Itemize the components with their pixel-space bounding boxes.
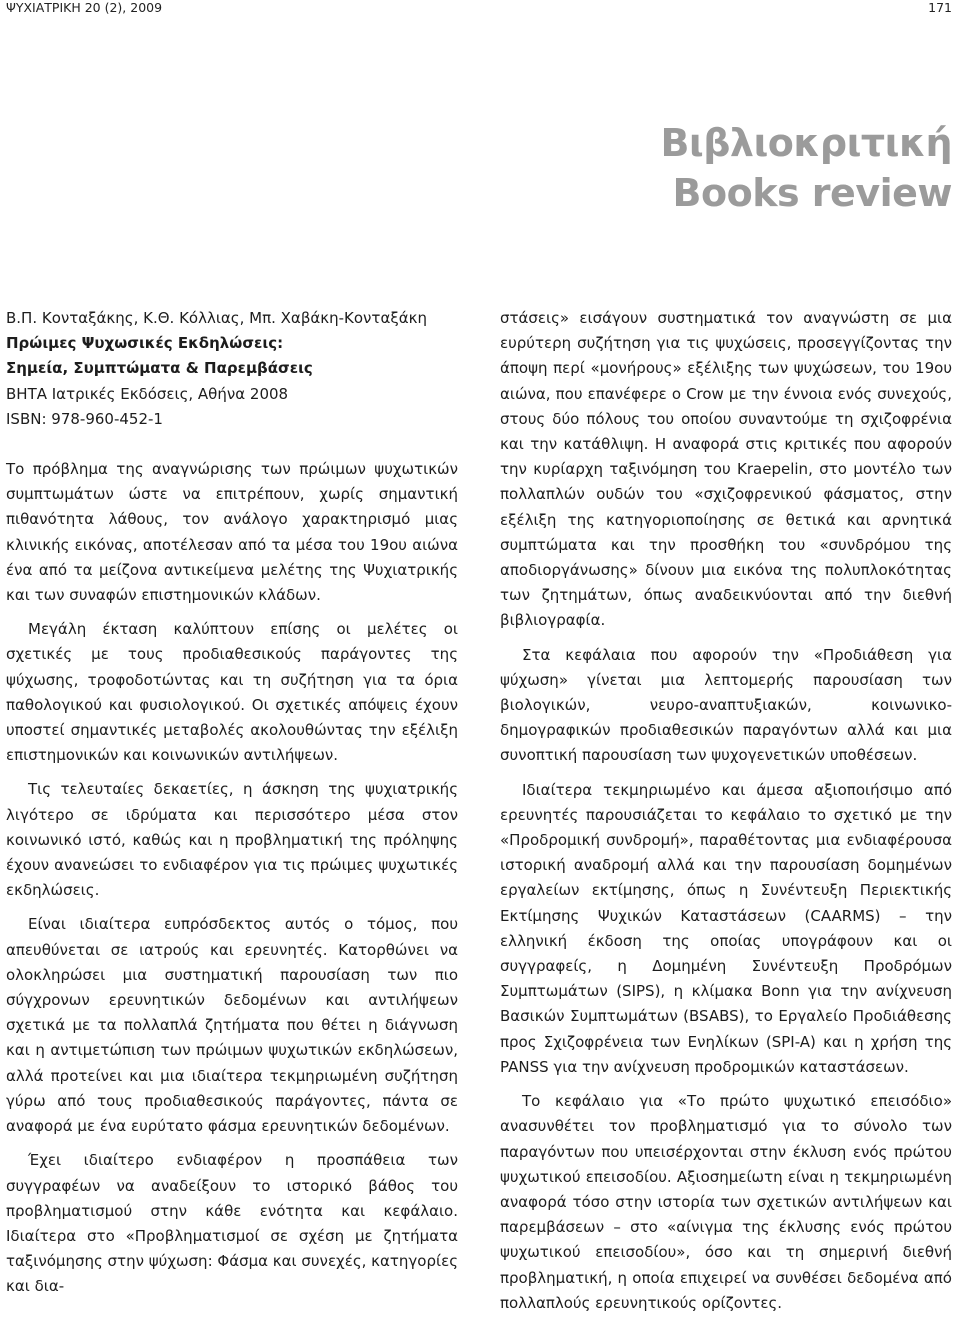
left-column (6, 306, 458, 1309)
body-paragraph: στάσεις» εισάγουν συστηματικά τον αναγνώστη σε μια ευρύτερη συζήτηση για τις ψυχώσεις, προσεγγίζοντας την άποψη περί «μονήρους» εξέλιξης των ψυχώσεων, του 19ου αιώνα, που επανέφερε ο Crow με την έννοια ενός συνεχούς, στους δύο πόλους του οποίου συναντούμε τη σχιζοφρένια και την κατάθλιψη. Η αναφορά στις κριτικές που αφορούν την κυρίαρχη ταξινόμηση του Kraepelin, στο μοντέλο των πολλαπλών ουδών του «σχιζοφρενικού φάσματος, στην εξέλιξη της κατηγοριοποίησης σε θετικά και αρνητικά συμπτώματα και την προσθήκη του «συνδρόμου της αποδιοργάνωσης» δίνουν μια εικόνα της πολυπλοκότητας των ζητημάτων, όπως αναδεικνύονται από την διεθνή βιβλιογραφία. (500, 309, 952, 630)
page-number: 171 (928, 0, 952, 15)
section-title (660, 118, 952, 218)
running-head (0, 0, 960, 20)
body-paragraph: Μεγάλη έκταση καλύπτουν επίσης οι μελέτες οι σχετικές με τους προδιαθεσικούς παράγοντες της ψύχωσης, τροφοδοτώντας και τη συζήτηση για τα όρια παθολογικού και φυσιολογικού. Οι σχετικές απόψεις έχουν υποστεί σημαντικές μεταβολές ακολουθώντας την εξέλιξη επιστημονικών και κοινωνικών αντιλήψεων. (6, 620, 458, 765)
body-paragraph: Έχει ιδιαίτερο ενδιαφέρον η προσπάθεια των συγγραφέων να αναδείξουν το ιστορικό βάθος του προβληματισμού στην κάθε ενότητα και κεφάλαιο. Ιδιαίτερα στο «Προβληματισμοί σε σχέση με ζητήματα ταξινόμησης στην ψύχωση: Φάσμα και συνεχές, κατηγορίες και δια- (6, 1151, 458, 1296)
journal-citation: ΨΥΧΙΑΤΡΙΚΗ 20 (2), 2009 (6, 0, 163, 15)
spacer (6, 432, 458, 457)
body-paragraph: Είναι ιδιαίτερα ευπρόσδεκτος αυτός ο τόμος, που απευθύνεται σε ιατρούς και ερευνητές. Κατορθώνει να ολοκληρώσει μια συστηματική παρουσίαση των πιο σύγχρονων ερευνητικών δεδομένων και αντιλήψεων σχετικά με τα πολλαπλά ζητήματα που θέτει η διάγνωση και η αντιμετώπιση των πρώιμων ψυχωτικών εκδηλώσεων, αλλά προτείνει και μια ιδιαίτερα τεκμηριωμένη συζήτηση γύρω από τους προδιαθεσικούς παράγοντες, πάντα σε αναφορά με ένα ευρύτατο φάσμα ερευνητικών δεδομένων. (6, 915, 458, 1136)
book-isbn: ISBN: 978-960-452-1 (6, 409, 163, 428)
right-column (500, 306, 952, 1325)
book-title-line-1: Πρώιμες Ψυχωσικές Εκδηλώσεις: (6, 334, 284, 353)
section-title-greek: Βιβλιοκριτική (660, 121, 952, 165)
body-paragraph: Το πρόβλημα της αναγνώρισης των πρώιμων ψυχωτικών συμπτωμάτων ώστε να επιτρέπουν, χωρίς σημαντική πιθανότητα λάθους, τον ανάλογο χαρακτηρισμό μιας κλινικής εικόνας, αποτέλεσαν από τα μέσα του 19ου αιώνα ένα από τα μείζονα αντικείμενα μελέτης της Ψυχιατρικής και των συναφών επιστημονικών κλάδων. (6, 460, 458, 605)
book-authors: Β.Π. Κονταξάκης, Κ.Θ. Κόλλιας, Μπ. Χαβάκη-Κονταξάκη (6, 309, 427, 327)
section-title-english: Books review (672, 171, 952, 215)
body-paragraph: Τις τελευταίες δεκαετίες, η άσκηση της ψυχιατρικής λιγότερο σε ιδρύματα και περισσότερο μέσα στον κοινωνικό ιστό, καθώς και η προβληματική της πρόληψης έχουν ανανεώσει το ενδιαφέρον για τις πρώιμες ψυχωτικές εκδηλώσεις. (6, 780, 458, 900)
book-title-line-2: Σημεία, Συμπτώματα & Παρεμβάσεις (6, 359, 313, 378)
body-paragraph: Το κεφάλαιο για «Το πρώτο ψυχωτικό επεισόδιο» ανασυνθέτει τον προβληματισμό για το σύνολο των παραγόντων που υπεισέρχονται στην έκλυση ενός πρώτου ψυχωτικού επεισοδίου. Αξιοσημείωτη είναι η τεκμηριωμένη αναφορά τόσο στην ιστορία των σχετικών αντιλήψεων και παρεμβάσεων – στο «αίνιγμα της έκλυσης ενός πρώτου ψυχωτικού επεισοδίου», όσο και τη σημερινή διεθνή προβληματική, η οποία επιχειρεί να συνθέσει δεδομένα από πολλαπλούς ερευνητικούς ορίζοντες. (500, 1092, 952, 1312)
body-paragraph: Στα κεφάλαια που αφορούν την «Προδιάθεση για ψύχωση» γίνεται μια λεπτομερής παρουσίαση των βιολογικών, νευρο-αναπτυξιακών, κοινωνικο-δημογραφικών προδιαθεσικών παραγόντων αλλά και μια συνοπτική παρουσίαση των ψυχογενετικών υποθέσεων. (500, 645, 952, 765)
book-publisher: ΒΗΤΑ Ιατρικές Εκδόσεις, Αθήνα 2008 (6, 384, 289, 403)
body-paragraph: Ιδιαίτερα τεκμηριωμένο και άμεσα αξιοποιήσιμο από ερευνητές παρουσιάζεται το κεφάλαιο το σχετικό με την «Προδρομική συνδρομή», παραθέτοντας μια ενδιαφέρουσα ιστορική αναδρομή αλλά και την παρουσίαση δομημένων εργαλείων εκτίμησης, όπως η Συνέντευξη Περιεκτικής Εκτίμησης Ψυχικών Καταστάσεων (CAARMS) – την ελληνική έκδοση της οποίας υπογράφουν και οι συγγραφείς, η Δομημένη Συνέντευξη Προδρόμων Συμπτωμάτων (SIPS), η κλίμακα Bonn για την ανίχνευση Βασικών Συμπτωμάτων (BSABS), το Εργαλείο Προδιάθεσης προς Σχιζοφρένεια των Ενηλίκων (SPI-A) και η χρήση της PANSS για την ανίχνευση προδρομικών καταστάσεων. (500, 780, 952, 1076)
